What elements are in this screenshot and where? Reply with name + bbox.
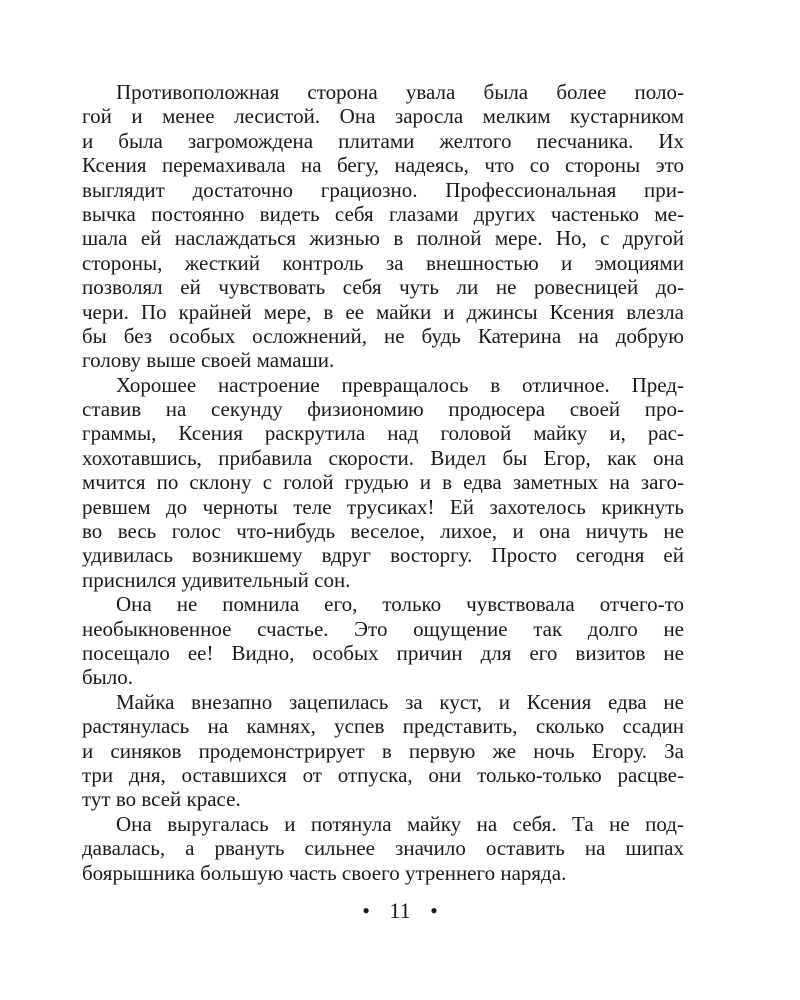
text-line: стороны, жесткий контроль за внешностью и эмоциями [82, 250, 684, 275]
text-line: Ксения перемахивала на бегу, надеясь, что со стороны это [82, 153, 684, 178]
paragraph [82, 373, 684, 593]
paragraph [82, 812, 684, 885]
text-line: посещало ее! Видно, особых причин для его визитов не [82, 640, 684, 665]
text-line: граммы, Ксения раскрутила над головой майку и, рас- [82, 421, 684, 446]
text-line: шала ей наслаждаться жизнью в полной мере. Но, с другой [82, 226, 684, 251]
text-line: три дня, оставшихся от отпуска, они только-только расцве- [82, 762, 684, 787]
paragraph [82, 592, 684, 690]
text-line: во весь голос что-нибудь веселое, лихое, и она ничуть не [82, 519, 684, 544]
page-number-footer [0, 898, 800, 924]
text-line: приснился удивительный сон. [82, 567, 351, 592]
body-text [82, 80, 684, 885]
text-line: чери. По крайней мере, в ее майки и джинсы Ксения влезла [82, 299, 684, 324]
text-line: голову выше своей мамаши. [82, 348, 335, 373]
text-line: Хорошее настроение превращалось в отличное. Пред- [116, 372, 684, 397]
text-line: мчится по склону с голой грудью и в едва заметных на заго- [82, 470, 684, 495]
text-line: ставив на секунду физиономию продюсера своей про- [82, 397, 684, 422]
text-line: вычка постоянно видеть себя глазами других частенько ме- [82, 201, 684, 226]
text-line: гой и менее лесистой. Она заросла мелким кустарником [82, 104, 684, 129]
text-line: и синяков продемонстрирует в первую же ночь Егору. За [82, 738, 684, 763]
text-line: бы без особых осложнений, не будь Катерина на добрую [82, 323, 684, 348]
text-line: было. [82, 665, 134, 690]
page-number: 11 [389, 898, 411, 923]
text-line: необыкновенное счастье. Это ощущение так долго не [82, 616, 684, 641]
text-line: Она не помнила его, только чувствовала отчего-то [116, 592, 684, 617]
text-line: ревшем до черноты теле трусиках! Ей захотелось крикнуть [82, 494, 684, 519]
text-line: и была загромождена плитами желтого песчаника. Их [82, 128, 684, 153]
text-line: Майка внезапно зацепилась за куст, и Ксения едва не [116, 689, 684, 714]
text-line: боярышника большую часть своего утреннего наряда. [82, 860, 567, 885]
text-line: Противоположная сторона увала была более поло- [116, 80, 684, 104]
text-line: тут во всей красе. [82, 787, 241, 812]
text-line: давалась, а рвануть сильнее значило оставить на шипах [82, 836, 684, 861]
folio-bullet-right: • [430, 898, 438, 923]
text-line: растянулась на камнях, успев представить, сколько ссадин [82, 714, 684, 739]
text-line: хохотавшись, прибавила скорости. Видел бы Егор, как она [82, 445, 684, 470]
text-line: выглядит достаточно грациозно. Профессиональная при- [82, 177, 684, 202]
text-line: удивилась возникшему вдруг восторгу. Просто сегодня ей [82, 543, 684, 568]
paragraph [82, 690, 684, 812]
text-line: Она выругалась и потянула майку на себя. Та не под- [116, 811, 684, 836]
folio-bullet-left: • [362, 898, 370, 923]
text-line: позволял ей чувствовать себя чуть ли не ровесницей до- [82, 275, 684, 300]
paragraph [82, 80, 684, 373]
